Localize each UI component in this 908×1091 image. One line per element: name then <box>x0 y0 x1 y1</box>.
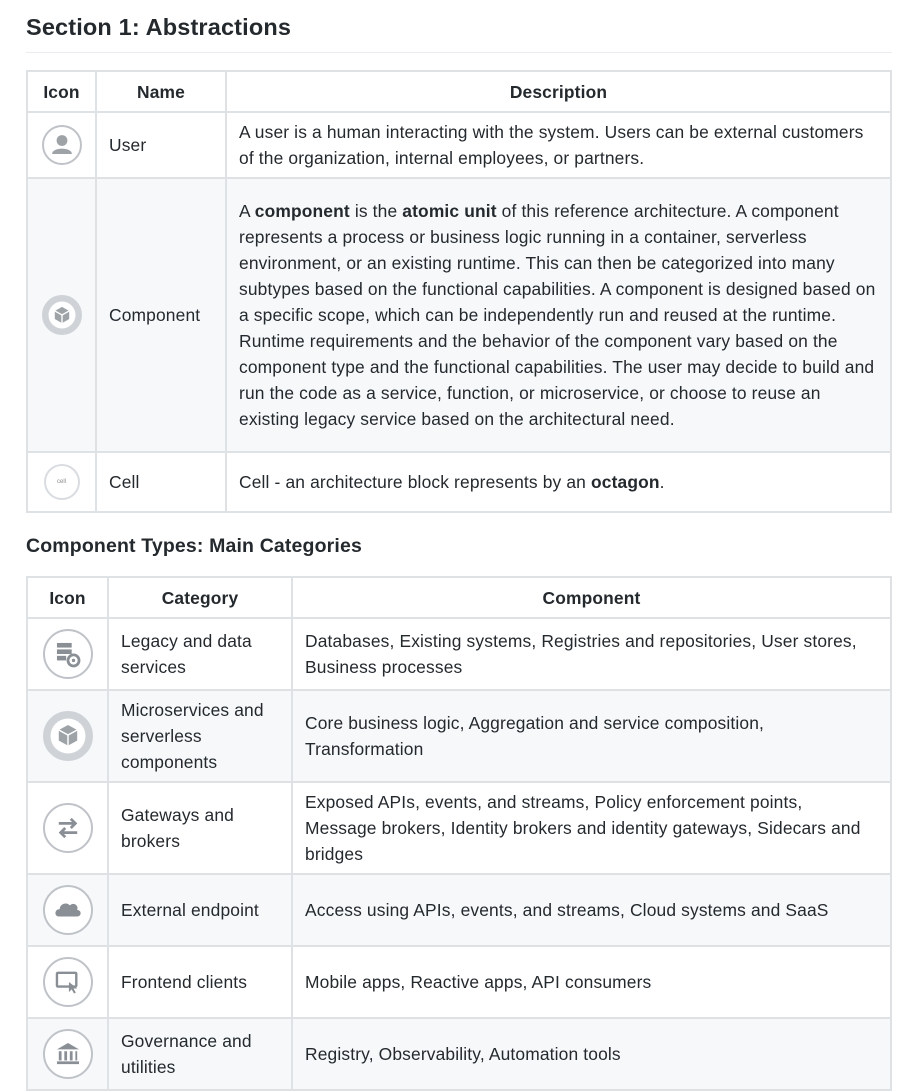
frontend-clients-icon <box>43 957 93 1007</box>
row-component: Databases, Existing systems, Registries and repositories, User stores, Business processes <box>292 618 891 690</box>
table-row <box>27 946 891 1018</box>
row-category: External endpoint <box>108 874 292 946</box>
row-category: Gateways and brokers <box>108 782 292 874</box>
icon-cell <box>27 946 108 1018</box>
governance-icon <box>43 1029 93 1079</box>
section-title: Section 1: Abstractions <box>26 14 292 40</box>
row-component: Exposed APIs, events, and streams, Policy enforcement points, Message brokers, Identity brokers and identity gateways, Sidecars and bridges <box>292 782 891 874</box>
icon-cell <box>27 690 108 782</box>
table-header-row <box>27 577 891 618</box>
row-component: Registry, Observability, Automation tools <box>292 1018 891 1090</box>
component-types-table <box>26 576 892 1091</box>
row-description: A user is a human interacting with the system. Users can be external customers of the organization, internal employees, or partners. <box>226 112 891 178</box>
cloud-icon <box>43 885 93 935</box>
row-category: Governance and utilities <box>108 1018 292 1090</box>
header-icon: Icon <box>27 71 96 112</box>
icon-cell <box>27 618 108 690</box>
icon-cell <box>27 452 96 512</box>
table-row <box>27 452 891 512</box>
row-component: Mobile apps, Reactive apps, API consumers <box>292 946 891 1018</box>
row-name: User <box>96 112 226 178</box>
header-icon: Icon <box>27 577 108 618</box>
row-name: Component <box>96 178 226 452</box>
table-row <box>27 618 891 690</box>
icon-cell <box>27 1018 108 1090</box>
icon-cell <box>27 874 108 946</box>
header-component: Component <box>292 577 891 618</box>
row-description: Cell - an architecture block represents by an octagon. <box>226 452 891 512</box>
microservices-icon <box>43 711 93 761</box>
header-category: Category <box>108 577 292 618</box>
table-row <box>27 782 891 874</box>
section-title-divider <box>26 52 892 53</box>
abstractions-table <box>26 70 892 513</box>
icon-cell <box>27 782 108 874</box>
component-icon <box>42 295 82 335</box>
legacy-data-services-icon <box>43 629 93 679</box>
gateways-brokers-icon <box>43 803 93 853</box>
row-category: Legacy and data services <box>108 618 292 690</box>
row-component: Access using APIs, events, and streams, Cloud systems and SaaS <box>292 874 891 946</box>
table-row <box>27 874 891 946</box>
table-header-row <box>27 71 891 112</box>
table-row <box>27 112 891 178</box>
table-row <box>27 690 891 782</box>
icon-cell <box>27 178 96 452</box>
row-component: Core business logic, Aggregation and service composition, Transformation <box>292 690 891 782</box>
row-description: A component is the atomic unit of this reference architecture. A component represents a process or business logic running in a container, serverless environment, or an existing runtime. This can then be categorized into many subtypes based on the functional capabilities. A component is designed based on a specific scope, which can be independently run and reused at the runtime. Runtime requirements and the behavior of the component vary based on the component type and the functional capabilities. The user may decide to build and run the code as a service, function, or microservice, or choose to reuse an existing legacy service based on the architectural need. <box>226 178 891 452</box>
user-icon <box>42 125 82 165</box>
icon-cell <box>27 112 96 178</box>
row-category: Frontend clients <box>108 946 292 1018</box>
row-category: Microservices and serverless components <box>108 690 292 782</box>
header-description: Description <box>226 71 891 112</box>
cell-icon: cell <box>44 464 80 500</box>
subsection-title: Component Types: Main Categories <box>26 535 362 557</box>
row-name: Cell <box>96 452 226 512</box>
table-row <box>27 1018 891 1090</box>
header-name: Name <box>96 71 226 112</box>
table-row <box>27 178 891 452</box>
